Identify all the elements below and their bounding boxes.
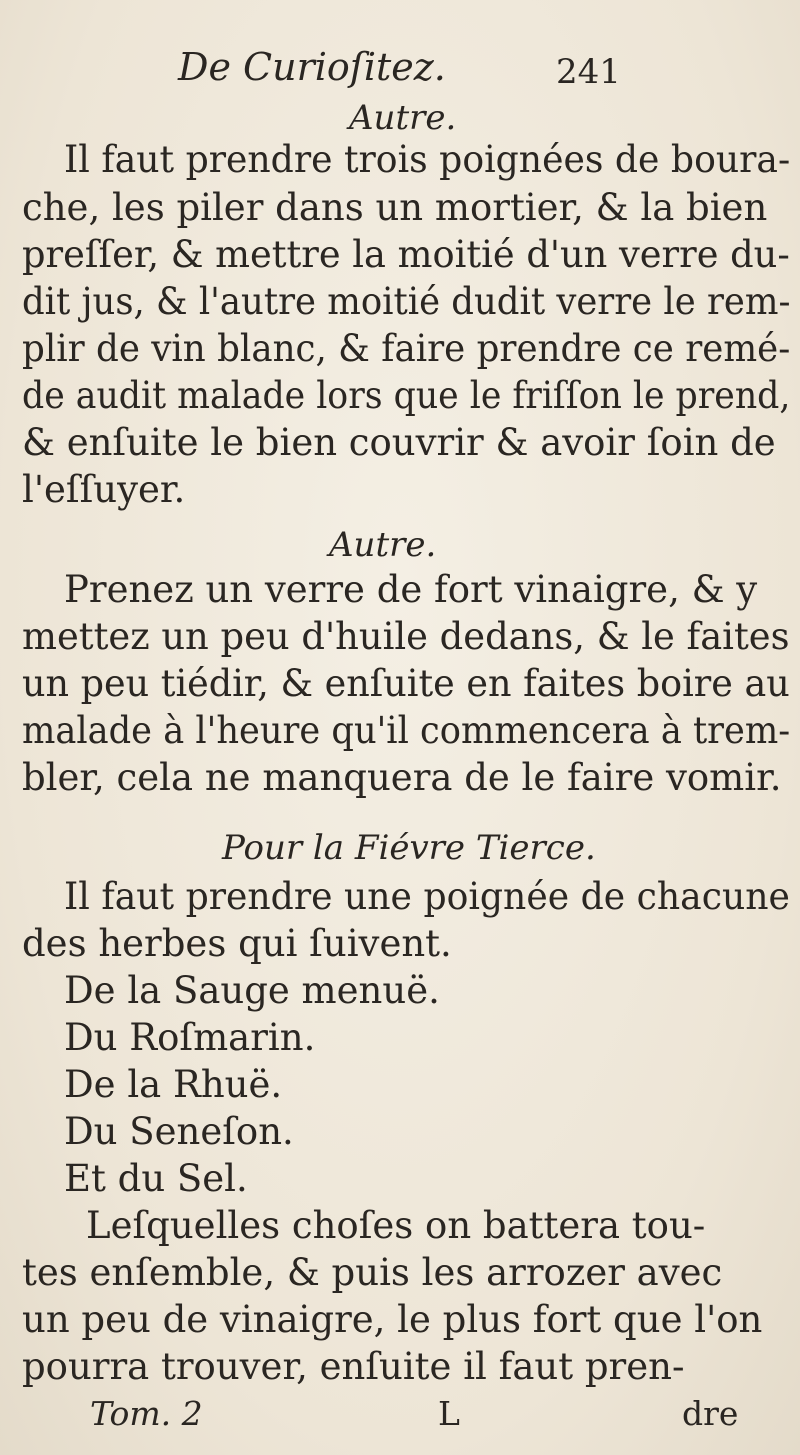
text-line: Il faut prendre trois poignées de boura- (64, 138, 791, 181)
catchword: dre (682, 1394, 739, 1433)
text-line: che, les piler dans un mortier, & la bien (22, 186, 768, 229)
text-line: un peu tiédir, & enſuite en faites boire au (22, 662, 790, 705)
text-line: pourra trouver, enſuite il faut pren- (22, 1345, 685, 1388)
volume-mark: Tom. 2 (90, 1394, 203, 1433)
text-line: malade à l'heure qu'il commencera à trem- (22, 709, 791, 752)
text-line: bler, cela ne manquera de le faire vomir. (22, 756, 782, 799)
section-heading: Autre. (329, 525, 437, 565)
text-line: un peu de vinaigre, le plus fort que l'on (22, 1298, 763, 1341)
text-line: plir de vin blanc, & faire prendre ce remé- (22, 327, 791, 370)
text-line: & enſuite le bien couvrir & avoir ſoin de (22, 421, 776, 464)
text-line: preſſer, & mettre la moitié d'un verre du- (22, 233, 790, 276)
running-title: De Curioſitez. (178, 45, 446, 89)
text-line: Et du Sel. (64, 1157, 248, 1200)
text-line: tes enſemble, & puis les arrozer avec (22, 1251, 723, 1294)
text-line: Leſquelles choſes on battera tou- (86, 1204, 706, 1247)
text-line: des herbes qui ſuivent. (22, 922, 452, 965)
text-line: De la Sauge menuë. (64, 969, 440, 1012)
text-line: de audit malade lors que le friſſon le prend, (22, 374, 791, 417)
text-line: Du Seneſon. (64, 1110, 294, 1153)
signature-mark: L (438, 1394, 460, 1433)
text-line: Du Roſmarin. (64, 1016, 316, 1059)
section-heading: Autre. (349, 98, 457, 138)
section-heading: Pour la Fiévre Tierce. (222, 828, 596, 868)
text-line: dit jus, & l'autre moitié dudit verre le rem- (22, 280, 791, 323)
text-line: l'eſſuyer. (22, 468, 186, 511)
text-line: Il faut prendre une poignée de chacune (64, 875, 790, 918)
text-line: mettez un peu d'huile dedans, & le faites (22, 615, 790, 658)
text-line: De la Rhuë. (64, 1063, 283, 1106)
page-number: 241 (556, 52, 621, 92)
text-line: Prenez un verre de fort vinaigre, & y (64, 568, 758, 611)
